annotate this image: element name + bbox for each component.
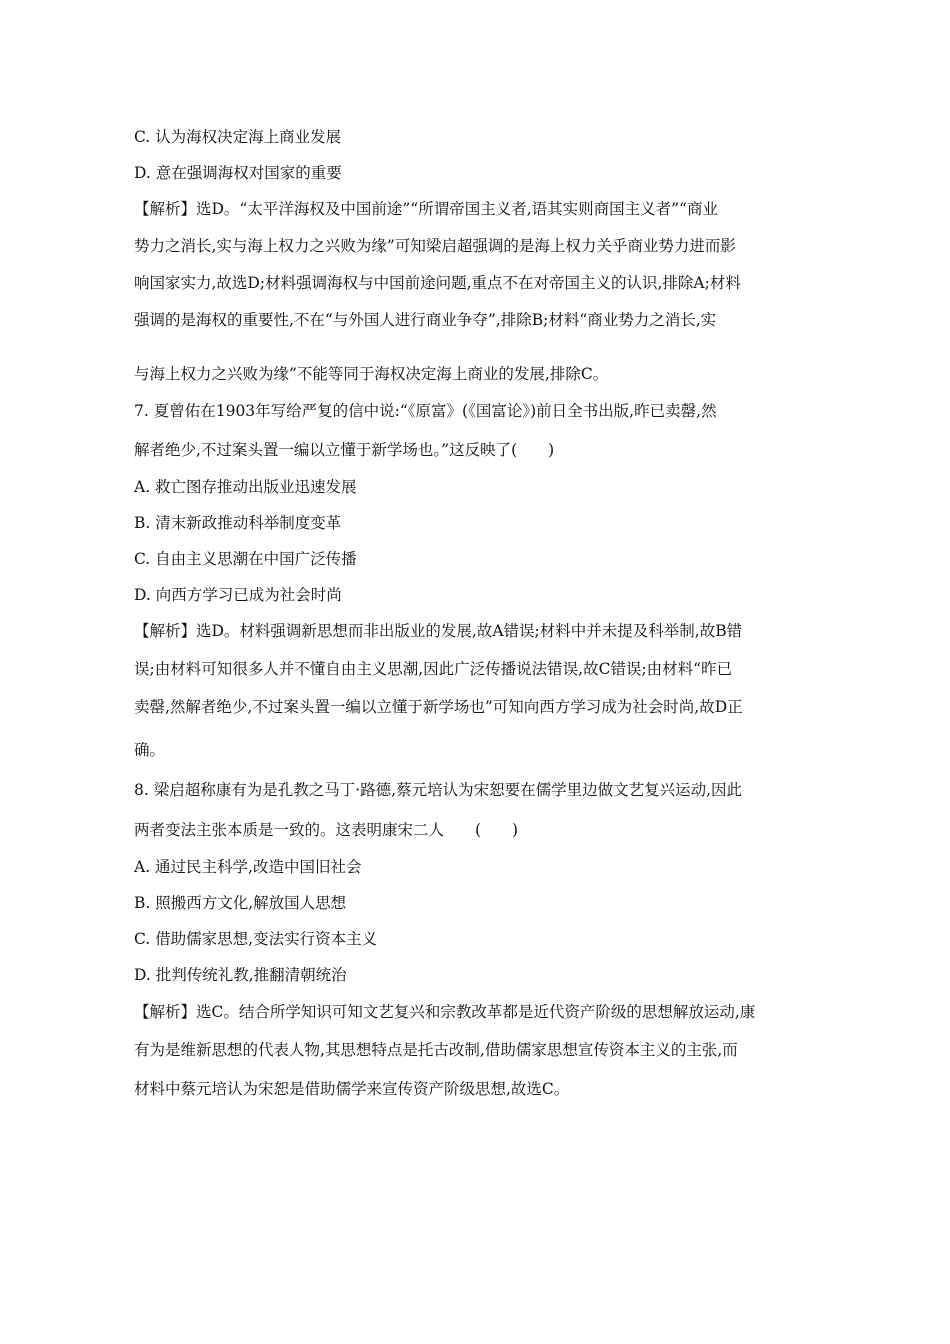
q6-option-d: D. 意在强调海权对国家的重要 <box>134 164 342 182</box>
q8-analysis-line: 材料中蔡元培认为宋恕是借助儒学来宣传资产阶级思想,故选C。 <box>134 1080 570 1098</box>
q7-analysis-line: 误;由材料可知很多人并不懂自由主义思潮,因此广泛传播说法错误,故C错误;由材料“昨已 <box>134 660 733 678</box>
q7-stem-line: 解者绝少,不过案头置一编以立懂于新学场也。”这反映了( ) <box>134 441 555 459</box>
q8-stem-line: 两者变法主张本质是一致的。这表明康宋二人 ( ) <box>134 821 519 839</box>
q7-option-d: D. 向西方学习已成为社会时尚 <box>134 586 342 604</box>
q7-analysis-line: 卖罄,然解者绝少,不过案头置一编以立懂于新学场也”可知向西方学习成为社会时尚,故D正 <box>134 698 743 716</box>
q7-stem-line: 7. 夏曾佑在1903年写给严复的信中说:“《原富》(《国富论》)前日全书出版,昨已卖罄,然 <box>134 402 717 420</box>
q8-option-d: D. 批判传统礼教,推翻清朝统治 <box>134 966 347 984</box>
q8-stem-line: 8. 梁启超称康有为是孔教之马丁·路德,蔡元培认为宋恕要在儒学里边做文艺复兴运动,因此 <box>134 781 742 799</box>
q6-option-c: C. 认为海权决定海上商业发展 <box>134 128 342 146</box>
q7-option-a: A. 救亡图存推动出版业迅速发展 <box>134 478 357 496</box>
q7-analysis-line: 【解析】选D。材料强调新思想而非出版业的发展,故A错误;材料中并未提及科举制,故B错 <box>134 622 743 640</box>
q6-analysis-line: 响国家实力,故选D;材料强调海权与中国前途问题,重点不在对帝国主义的认识,排除A;材料 <box>134 274 741 292</box>
q8-option-b: B. 照搬西方文化,解放国人思想 <box>134 894 347 912</box>
q8-option-a: A. 通过民主科学,改造中国旧社会 <box>134 858 362 876</box>
q6-analysis-line: 【解析】选D。“太平洋海权及中国前途”“所谓帝国主义者,语其实则商国主义者”“商业 <box>134 200 718 218</box>
q8-analysis-line: 【解析】选C。结合所学知识可知文艺复兴和宗教改革都是近代资产阶级的思想解放运动,康 <box>134 1003 756 1021</box>
q8-analysis-line: 有为是维新思想的代表人物,其思想特点是托古改制,借助儒家思想宣传资本主义的主张,而 <box>134 1041 738 1059</box>
q8-option-c: C. 借助儒家思想,变法实行资本主义 <box>134 930 378 948</box>
q6-analysis-line: 强调的是海权的重要性,不在“与外国人进行商业争夺”,排除B;材料“商业势力之消长,实 <box>134 311 717 329</box>
q7-option-b: B. 清末新政推动科举制度变革 <box>134 514 342 532</box>
q6-analysis-line: 势力之消长,实与海上权力之兴败为缘”可知梁启超强调的是海上权力关乎商业势力进而影 <box>134 237 736 255</box>
q7-option-c: C. 自由主义思潮在中国广泛传播 <box>134 550 357 568</box>
q6-analysis-line: 与海上权力之兴败为缘”不能等同于海权决定海上商业的发展,排除C。 <box>134 365 609 383</box>
q7-analysis-line: 确。 <box>134 741 166 759</box>
